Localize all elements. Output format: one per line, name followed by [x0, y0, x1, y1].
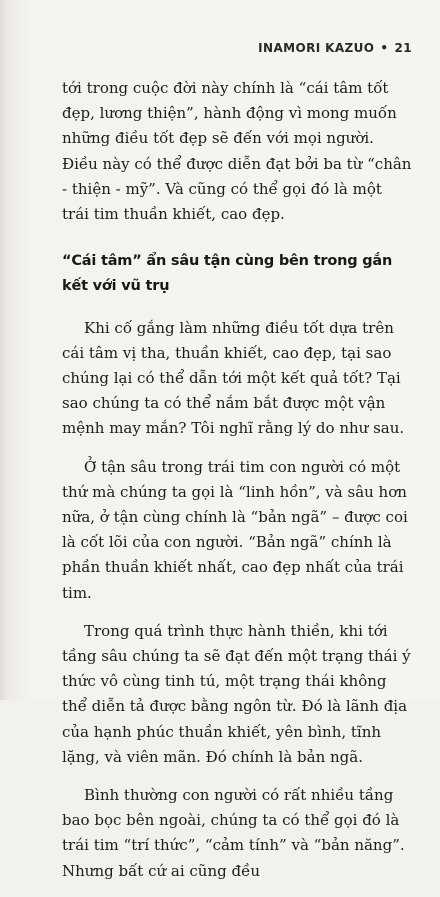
header-page-number: 21 — [394, 41, 412, 55]
section-heading: “Cái tâm” ẩn sâu tận cùng bên trong gắn kết với vũ trụ — [62, 253, 393, 295]
paragraph-continued: tới trong cuộc đời này chính là “cái tâm tốt đẹp, lương thiện”, hành động vì mong muốn những điều tốt đẹp sẽ đến với mọi người. Điều này có thể được diễn đạt bởi ba từ “chân - thiện - mỹ”. Và cũng có thể gọi đó là một trái tim thuần khiết, cao đẹp. — [62, 79, 412, 224]
paragraph-1: Khi cố gắng làm những điều tốt dựa trên cái tâm vị tha, thuần khiết, cao đẹp, tại sao chúng lại có thể dẫn tới một kết quả tốt? Tại sao chúng ta có thể nắm bắt được một vận mệnh may mắn? Tôi nghĩ rằng lý do như sau. — [62, 318, 405, 438]
paragraph-2: Ở tận sâu trong trái tim con người có một thứ mà chúng ta gọi là “linh hồn”, và sâu hơn nữa, ở tận cùng chính là “bản ngã” – được coi là cốt lõi của con người. “Bản ngã” chính là phần thuần khiết nhất, cao đẹp nhất của trái tim. — [62, 457, 408, 602]
paragraph-3: Trong quá trình thực hành thiền, khi tới tầng sâu chúng ta sẽ đạt đến một trạng thái ý thức vô cùng tinh tú, một trạng thái không thể diễn tả được bằng ngôn từ. Đó là lãnh địa của hạnh phúc thuần khiết, yên bình, tĩnh lặng, và viên mãn. Đó chính là bản ngã. — [62, 621, 411, 766]
header-author: INAMORI KAZUO — [258, 41, 375, 55]
page-body — [62, 76, 412, 897]
paragraph-4: Bình thường con người có rất nhiều tầng bao bọc bên ngoài, chúng ta có thể gọi đó là trái tim “trí thức”, “cảm tính” và “bản năng”. Nhưng bất cứ ai cũng đều — [62, 786, 405, 880]
header-separator-dot: • — [380, 41, 389, 55]
running-header — [258, 41, 412, 55]
spine-shadow — [0, 0, 8, 700]
